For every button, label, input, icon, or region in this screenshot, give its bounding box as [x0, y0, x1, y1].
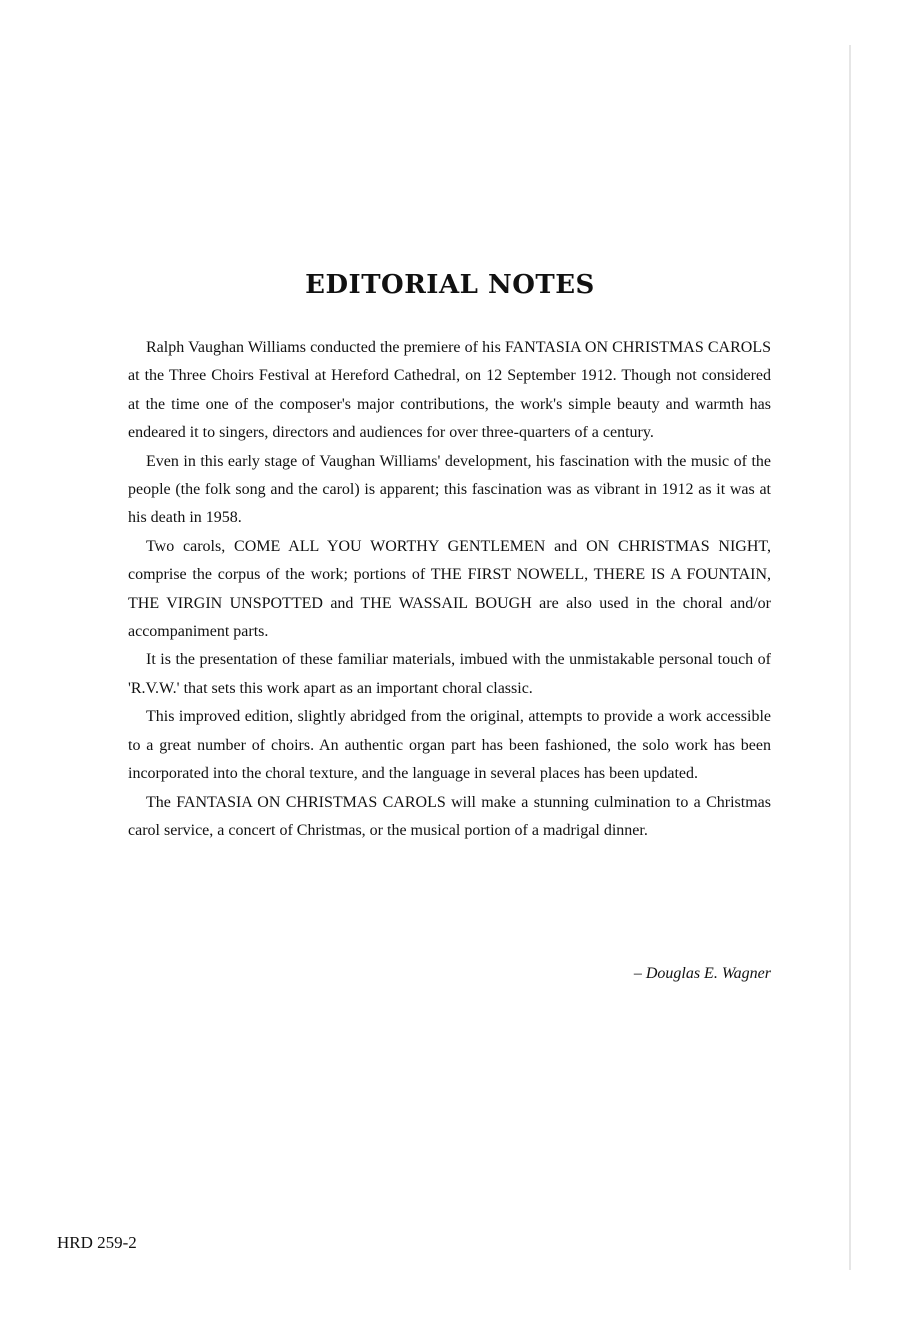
paragraph-early-stage: Even in this early stage of Vaughan Williams' development, his fascination with the music of the people (the folk song and the carol) is apparent; this fascination was as vibrant in 1912 as it was at his death in 1958.: [128, 452, 771, 527]
paragraph-improved-edition: This improved edition, slightly abridged from the original, attempts to provide a work accessible to a great number of choirs. An authentic organ part has been fashioned, the solo work has been incorporated into the choral texture, and the language in several places has been updated.: [128, 708, 771, 783]
page-title: EDITORIAL NOTES: [305, 270, 595, 300]
paragraph-carols: Two carols, COME ALL YOU WORTHY GENTLEMEN and ON CHRISTMAS NIGHT, comprise the corpus of the work; portions of THE FIRST NOWELL, THERE IS A FOUNTAIN, THE VIRGIN UNSPOTTED and THE WASSAIL BOUGH are also used in the choral and/or accompaniment parts.: [128, 537, 771, 641]
catalog-code: HRD 259-2: [57, 1233, 137, 1252]
paragraph-premiere: Ralph Vaughan Williams conducted the premiere of his FANTASIA ON CHRISTMAS CAROLS at the Three Choirs Festival at Hereford Cathedral, on 12 September 1912. Though not considered at the time one of the composer's major contributions, the work's simple beauty and warmth has endeared it to singers, directors and audiences for over three-quarters of a century.: [128, 339, 771, 442]
paragraph-presentation: It is the presentation of these familiar materials, imbued with the unmistakable personal touch of 'R.V.W.' that sets this work apart as an important choral classic.: [128, 651, 771, 697]
paragraph-culmination: The FANTASIA ON CHRISTMAS CAROLS will make a stunning culmination to a Christmas carol service, a concert of Christmas, or the musical portion of a madrigal dinner.: [128, 793, 771, 839]
editorial-body: [128, 334, 771, 845]
author-signature: – Douglas E. Wagner: [633, 965, 771, 982]
page-edge-divider: [849, 45, 851, 1270]
